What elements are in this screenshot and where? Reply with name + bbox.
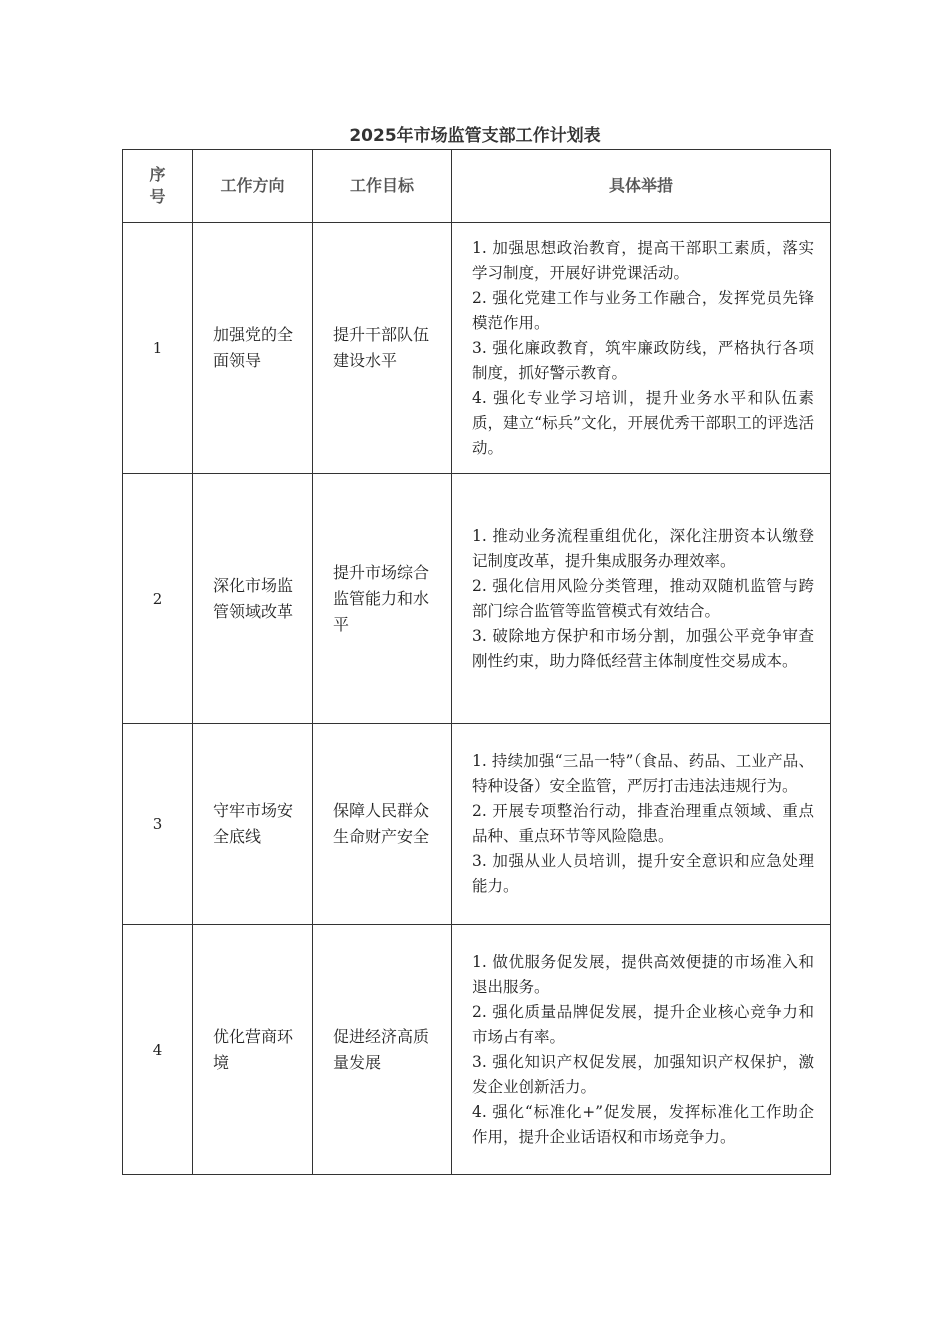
measure-item: 1. 持续加强“三品一特”（食品、药品、工业产品、特种设备）安全监管，严厉打击违法违规行为。 [472,752,814,795]
header-direction: 工作方向 [193,150,313,223]
measure-item: 3. 强化知识产权促发展，加强知识产权保护，激发企业创新活力。 [472,1052,814,1096]
header-measures: 具体举措 [452,150,831,223]
work-plan-table [122,149,831,1175]
measure-item: 2. 强化党建工作与业务工作融合，发挥党员先锋模范作用。 [472,288,814,332]
row-direction: 深化市场监管领域改革 [193,474,313,724]
row-goal: 提升市场综合监管能力和水平 [313,474,452,724]
table-row [123,223,831,474]
row-goal: 提升干部队伍建设水平 [313,223,452,474]
measure-item: 3. 加强从业人员培训，提升安全意识和应急处理能力。 [472,852,814,895]
measure-item: 1. 加强思想政治教育，提高干部职工素质，落实学习制度，开展好讲党课活动。 [472,238,814,282]
measure-item: 3. 强化廉政教育，筑牢廉政防线，严格执行各项制度，抓好警示教育。 [472,338,814,382]
measure-item: 4. 强化“标准化+”促发展，发挥标准化工作助企作用，提升企业话语权和市场竞争力。 [472,1102,814,1146]
row-seq: 4 [123,925,193,1175]
row-seq: 1 [123,223,193,474]
table-row [123,474,831,724]
row-seq: 3 [123,724,193,925]
row-direction: 优化营商环境 [193,925,313,1175]
table-header-row [123,150,831,223]
table-row [123,724,831,925]
measure-item: 2. 开展专项整治行动，排查治理重点领域、重点品种、重点环节等风险隐患。 [472,802,814,845]
row-measures [452,925,831,1175]
measure-item: 2. 强化质量品牌促发展，提升企业核心竞争力和市场占有率。 [472,1002,814,1046]
row-measures [452,474,831,724]
row-measures [452,724,831,925]
row-goal: 保障人民群众生命财产安全 [313,724,452,925]
table-row [123,925,831,1175]
header-seq: 序号 [123,150,193,223]
measure-item: 3. 破除地方保护和市场分割，加强公平竞争审查刚性约束，助力降低经营主体制度性交易成本。 [472,626,814,670]
header-goal: 工作目标 [313,150,452,223]
measure-item: 4. 强化专业学习培训，提升业务水平和队伍素质，建立“标兵”文化，开展优秀干部职工的评选活动。 [472,388,814,457]
measure-item: 2. 强化信用风险分类管理，推动双随机监管与跨部门综合监管等监管模式有效结合。 [472,576,814,620]
row-goal: 促进经济高质量发展 [313,925,452,1175]
measure-item: 1. 推动业务流程重组优化，深化注册资本认缴登记制度改革，提升集成服务办理效率。 [472,526,814,570]
row-seq: 2 [123,474,193,724]
measure-item: 1. 做优服务促发展，提供高效便捷的市场准入和退出服务。 [472,952,814,996]
row-measures [452,223,831,474]
row-direction: 守牢市场安全底线 [193,724,313,925]
page-title: 2025年市场监管支部工作计划表 [349,126,601,146]
row-direction: 加强党的全面领导 [193,223,313,474]
